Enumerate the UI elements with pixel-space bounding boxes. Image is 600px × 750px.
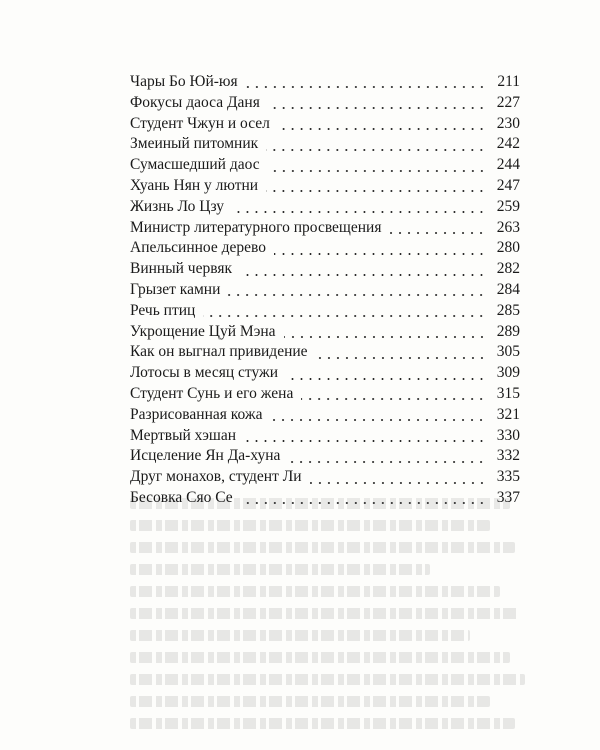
dot-leader	[266, 190, 486, 192]
toc-entry-title: Чары Бо Юй-юя	[130, 73, 238, 90]
toc-entry-page: 305	[496, 343, 520, 361]
dot-leader	[316, 357, 486, 359]
toc-entry-title: Хуань Нян у лютни	[130, 176, 259, 194]
dot-leader	[288, 461, 486, 463]
toc-entry-page: 227	[496, 93, 520, 111]
toc-entry	[130, 114, 520, 135]
toc-entry-page: 321	[496, 405, 520, 423]
toc-entry	[130, 155, 520, 176]
dot-leader	[241, 502, 486, 504]
toc-entry-page: 289	[496, 322, 520, 340]
bleed-through-text	[130, 498, 530, 738]
toc-entry	[130, 446, 520, 467]
dot-leader	[284, 336, 486, 338]
toc-entry-title: Жизнь Ло Цзу	[130, 197, 225, 215]
toc-entry-title: Мертвый хэшан	[130, 426, 236, 444]
dot-leader	[228, 294, 486, 296]
toc-entry	[130, 238, 520, 259]
toc-entry	[130, 322, 520, 343]
toc-entry	[130, 176, 520, 197]
toc-entry-title: Студент Сунь и его жена	[130, 384, 294, 402]
toc-entry	[130, 197, 520, 218]
toc-entry-title: Лотосы в месяц стужи	[130, 364, 278, 382]
toc-entry	[130, 426, 520, 447]
toc-entry-page: 309	[496, 364, 520, 382]
dot-leader	[278, 128, 486, 130]
toc-entry-page: 335	[496, 468, 520, 486]
toc-entry-title: Бесовка Сяо Се	[130, 488, 233, 506]
dot-leader	[389, 232, 486, 234]
toc-entry-page: 259	[496, 197, 520, 215]
dot-leader	[203, 315, 486, 317]
toc-entry-page: 284	[496, 280, 520, 298]
toc-entry	[130, 280, 520, 301]
toc-entry-title: Как он выгнал привидение	[130, 343, 308, 361]
dot-leader	[286, 378, 486, 380]
toc-entry-title: Разрисованная кожа	[130, 405, 263, 423]
toc-entry	[130, 467, 520, 488]
toc-entry-page: 315	[496, 384, 520, 402]
toc-entry-page: 280	[496, 239, 520, 257]
table-of-contents	[130, 72, 520, 509]
dot-leader	[244, 440, 486, 442]
toc-entry	[130, 72, 520, 93]
dot-leader	[301, 398, 486, 400]
toc-entry-page: 244	[496, 156, 520, 174]
toc-entry-page: 332	[496, 447, 520, 465]
dot-leader	[246, 86, 486, 88]
toc-entry	[130, 93, 520, 114]
toc-entry-title: Министр литературного просвещения	[130, 218, 382, 236]
dot-leader	[274, 253, 486, 255]
toc-entry-page: 242	[496, 135, 520, 153]
toc-entry	[130, 405, 520, 426]
dot-leader	[232, 211, 486, 213]
toc-entry-title: Речь птиц	[130, 301, 196, 319]
toc-entry-page: 230	[496, 114, 520, 132]
toc-entry-page: 282	[496, 260, 520, 278]
toc-entry	[130, 218, 520, 239]
toc-entry	[130, 363, 520, 384]
toc-entry-title: Апельсинное дерево	[130, 239, 266, 257]
toc-entry-title: Винный червяк	[130, 260, 233, 278]
dot-leader	[266, 149, 486, 151]
toc-entry-page: 211	[497, 73, 520, 90]
toc-entry-title: Исцеление Ян Да-хуна	[130, 447, 281, 465]
toc-entry	[130, 259, 520, 280]
toc-entry-page: 285	[496, 301, 520, 319]
toc-entry-title: Фокусы даоса Даня	[130, 93, 260, 111]
toc-entry	[130, 301, 520, 322]
toc-entry-title: Сумасшедший даос	[130, 156, 260, 174]
toc-entry	[130, 488, 520, 509]
toc-entry-page: 337	[496, 488, 520, 506]
toc-entry-title: Укрощение Цуй Мэна	[130, 322, 276, 340]
toc-entry	[130, 342, 520, 363]
dot-leader	[268, 170, 486, 172]
dot-leader	[270, 419, 486, 421]
toc-entry-page: 330	[496, 426, 520, 444]
dot-leader	[268, 107, 486, 109]
dot-leader	[310, 482, 486, 484]
toc-entry-page: 263	[496, 218, 520, 236]
toc-entry-title: Студент Чжун и осел	[130, 114, 270, 132]
toc-entry	[130, 384, 520, 405]
toc-entry-page: 247	[496, 176, 520, 194]
toc-entry-title: Грызет камни	[130, 280, 221, 298]
toc-entry	[130, 134, 520, 155]
toc-entry-title: Друг монахов, студент Ли	[130, 468, 302, 486]
toc-entry-title: Змеиный питомник	[130, 135, 259, 153]
dot-leader	[240, 274, 486, 276]
